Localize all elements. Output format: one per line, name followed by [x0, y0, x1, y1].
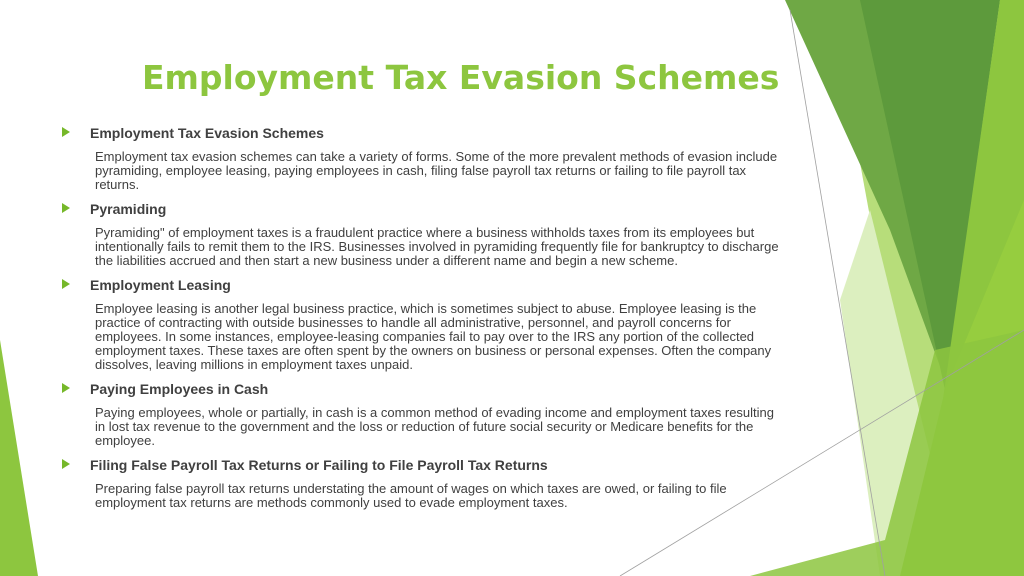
item-description: Employee leasing is another legal business practice, which is sometimes subject to abuse. Employee leasing is the practice of contracting with outside businesses to handle all administrative, personnel, and payroll concerns for employees. In some instances, employee-leasing companies fail to pay over to the IRS any portion of the collected employment taxes. These taxes are often spent by the owners on business or personal expenses. Often the company dissolves, leaving millions in employment taxes unpaid. [95, 301, 772, 372]
item-description: Pyramiding" of employment taxes is a fraudulent practice where a business withholds taxes from its employees but intentionally fails to remit them to the IRS. Businesses involved in pyramiding frequently file for bankruptcy to discharge the liabilities accrued and then start a new business under a different name and begin a new scheme. [95, 225, 779, 268]
triangle-bullet-icon [62, 383, 70, 393]
item-heading: Employment Leasing [90, 277, 231, 293]
list-item [60, 276, 780, 372]
item-heading: Filing False Payroll Tax Returns or Failing to File Payroll Tax Returns [90, 457, 548, 473]
slide-title: Employment Tax Evasion Schemes [142, 58, 780, 97]
item-heading: Employment Tax Evasion Schemes [90, 125, 324, 141]
item-heading: Paying Employees in Cash [90, 381, 269, 397]
list-item [60, 380, 780, 448]
triangle-bullet-icon [62, 127, 70, 137]
item-description: Employment tax evasion schemes can take a variety of forms. Some of the more prevalent methods of evasion include pyramiding, employee leasing, paying employees in cash, filing false payroll tax returns or failing to file payroll tax returns. [95, 149, 778, 192]
item-heading: Pyramiding [90, 201, 167, 217]
item-description: Paying employees, whole or partially, in cash is a common method of evading income and employment taxes resulting in lost tax revenue to the government and the loss or reduction of future social security or Medicare benefits for the employee. [95, 405, 774, 448]
list-item [60, 124, 780, 192]
triangle-bullet-icon [62, 279, 70, 289]
list-item [60, 200, 780, 268]
bullet-list [60, 124, 780, 518]
triangle-bullet-icon [62, 203, 70, 213]
left-accent-shape [0, 340, 38, 576]
item-description: Preparing false payroll tax returns understating the amount of wages on which taxes are owed, or failing to file employment tax returns are methods commonly used to evade employment taxes. [95, 481, 727, 510]
list-item [60, 456, 780, 510]
triangle-bullet-icon [62, 459, 70, 469]
